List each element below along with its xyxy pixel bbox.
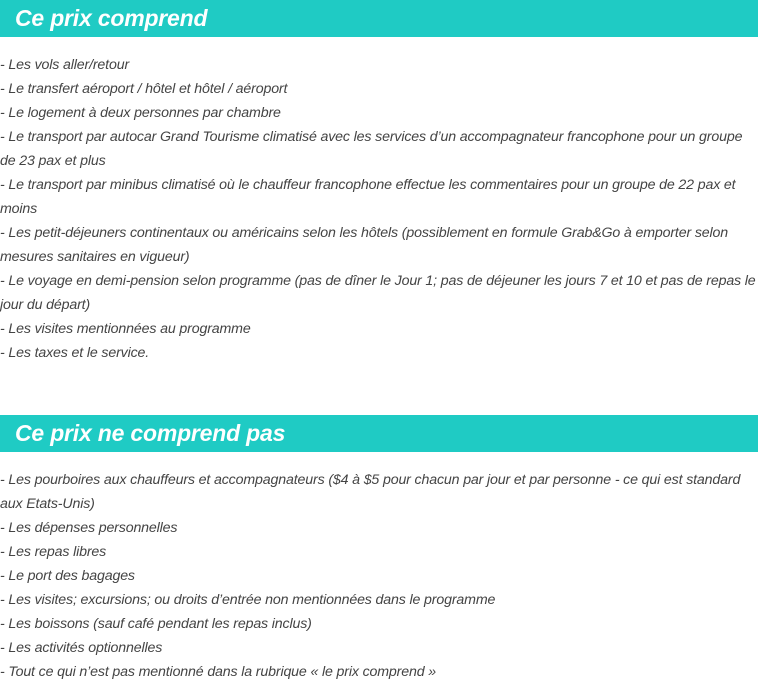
list-item: - Le transport par autocar Grand Tourisme climatisé avec les services d’un accompagnateur francophone pour un groupe de 23 pax et plus	[0, 129, 743, 169]
list-item: - Le transport par minibus climatisé où le chauffeur francophone effectue les commentaires pour un groupe de 22 pax et moins	[0, 177, 736, 217]
list-item: - Les boissons (sauf café pendant les repas inclus)	[0, 616, 312, 632]
list-item: - Les petit-déjeuners continentaux ou américains selon les hôtels (possiblement en formule Grab&Go à emporter selon mesures sanitaires en vigueur)	[0, 225, 728, 265]
included-list	[0, 53, 758, 365]
list-item: - Le voyage en demi-pension selon programme (pas de dîner le Jour 1; pas de déjeuner les jours 7 et 10 et pas de repas le jour du départ)	[0, 273, 756, 313]
excluded-title: Ce prix ne comprend pas	[15, 420, 286, 446]
list-item: - Les activités optionnelles	[0, 640, 163, 656]
excluded-section	[0, 415, 758, 684]
list-item: - Le port des bagages	[0, 568, 135, 584]
list-item: - Les visites mentionnées au programme	[0, 321, 251, 337]
list-item: - Les vols aller/retour	[0, 57, 130, 73]
list-item: - Les dépenses personnelles	[0, 520, 178, 536]
list-item: - Le transfert aéroport / hôtel et hôtel / aéroport	[0, 81, 288, 97]
included-title: Ce prix comprend	[15, 5, 208, 31]
list-item: - Les visites; excursions; ou droits d’entrée non mentionnées dans le programme	[0, 592, 496, 608]
list-item: - Les repas libres	[0, 544, 107, 560]
excluded-header	[0, 415, 758, 452]
list-item: - Tout ce qui n’est pas mentionné dans la rubrique « le prix comprend »	[0, 664, 436, 680]
included-header	[0, 0, 758, 37]
list-item: - Le logement à deux personnes par chambre	[0, 105, 281, 121]
list-item: - Les taxes et le service.	[0, 345, 150, 361]
list-item: - Les pourboires aux chauffeurs et accompagnateurs ($4 à $5 pour chacun par jour et par personne - ce qui est standard aux Etats-Unis)	[0, 472, 741, 512]
excluded-list	[0, 468, 758, 684]
